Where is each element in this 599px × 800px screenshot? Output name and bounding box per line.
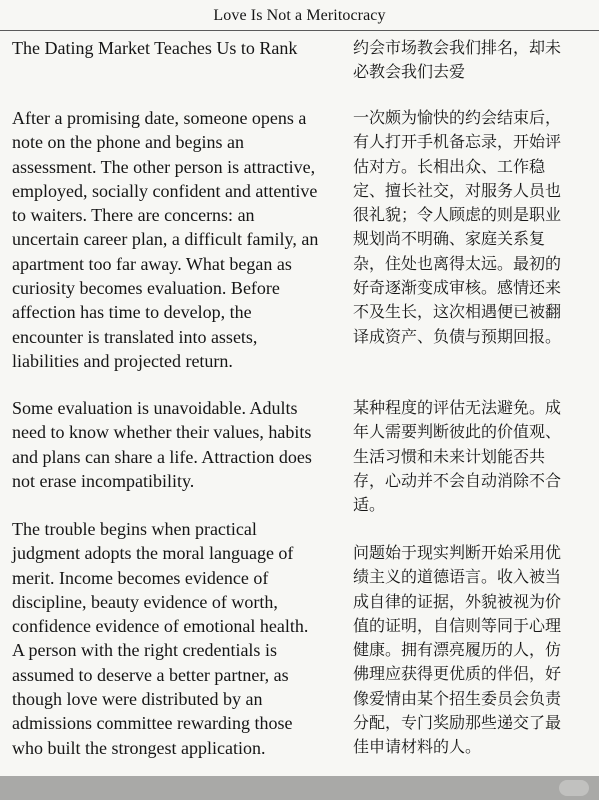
watermark-icon (559, 780, 589, 796)
page-header-title: Love Is Not a Meritocracy (213, 7, 386, 24)
chinese-paragraph-1: 一次颇为愉快的约会结束后， 有人打开手机备忘录，开始评 估对方。长相出众、工作稳 定、擅长社交，对服务人员也 很礼貌；令人顾虑的则是职业 规划尚不明确、家庭关系复 杂，住处也离得太远。最初的 好奇逐渐变成审核。感情还来 不及生长，这次相遇便已被翻 译成资产、负债与预期回报。 (353, 108, 562, 346)
english-paragraph-3: The trouble begins when practical judgment adopts the moral language of merit. Income becomes evidence of discipline, beauty evidence of worth, confidence evidence of emotional health. A person with the right credentials is assumed to deserve a better partner, as though love were distributed by an admissions committee rewarding those who built the strongest application. (12, 519, 309, 758)
english-paragraph-1: After a promising date, someone opens a note on the phone and begins an assessment. The other person is attractive, employed, socially confident and attentive to waiters. There are concerns: an uncertain career plan, a difficult family, an apartment too far away. What began as curiosity becomes evaluation. Before affection has time to develop, the encounter is translated into assets, liabilities and projected return. (12, 108, 319, 371)
english-column (12, 36, 345, 758)
header-divider (0, 30, 599, 31)
chinese-paragraph-2: 某种程度的评估无法避免。成 年人需要判断彼此的价值观、 生活习惯和未来计划能否共 存，心动并不会自动消除不合 适。 (353, 398, 562, 515)
english-paragraph-2: Some evaluation is unavoidable. Adults need to know whether their values, habits and plans can share a life. Attraction does not erase incompatibility. (12, 398, 312, 491)
chinese-column (353, 36, 591, 757)
english-section-title: The Dating Market Teaches Us to Rank (12, 38, 298, 58)
chinese-section-title: 约会市场教会我们排名，却未 必教会我们去爱 (353, 38, 562, 82)
footer-bar (0, 776, 599, 800)
chinese-paragraph-3: 问题始于现实判断开始采用优 绩主义的道德语言。收入被当 成自律的证据，外貌被视为价 值的证明，自信则等同于心理 健康。拥有漂亮履历的人，仿 佛理应获得更优质的伴侣，好 像爱情由某个招生委员会负责 分配，专门奖励那些递交了最 佳申请材料的人。 (353, 543, 562, 757)
